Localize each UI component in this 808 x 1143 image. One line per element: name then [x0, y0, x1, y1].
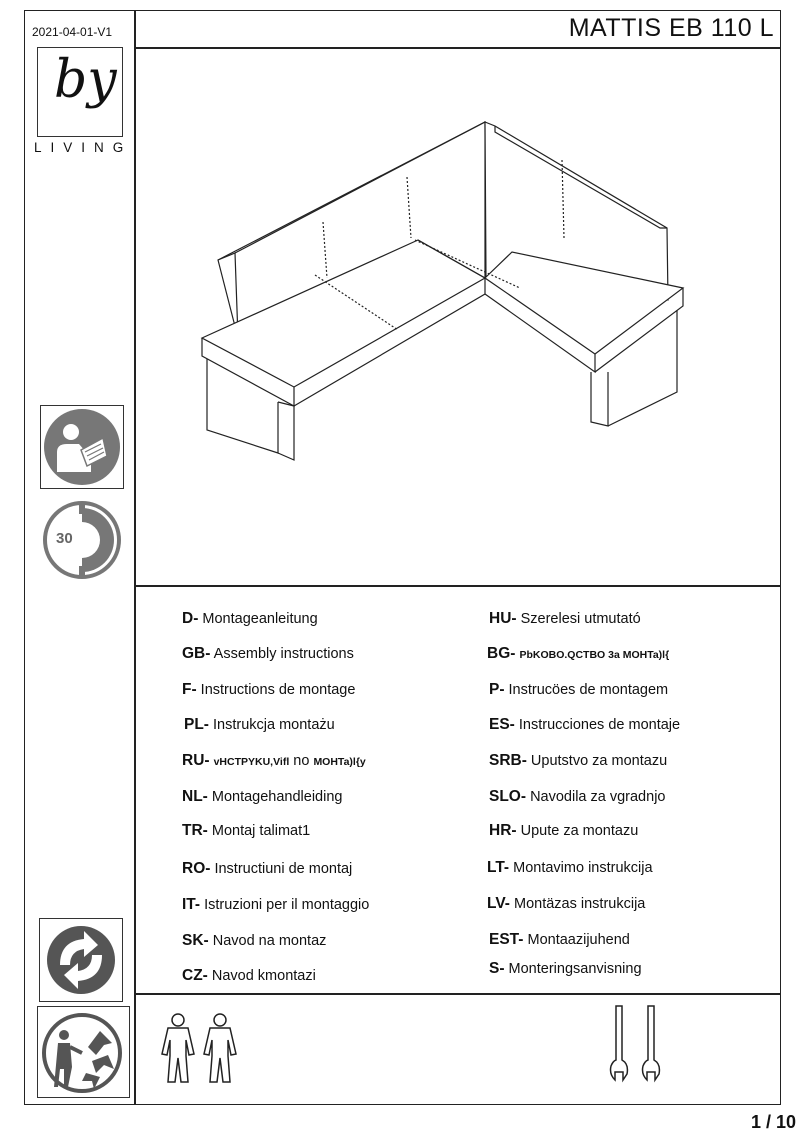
language-text: Montavimo instrukcija — [513, 860, 653, 876]
time-value: 30 — [56, 530, 73, 547]
language-item — [182, 822, 310, 840]
language-code: SLO- — [489, 788, 527, 805]
language-text: Instrucöes de montagem — [508, 682, 669, 698]
language-item — [182, 610, 318, 628]
page-number: 1 / 10 — [750, 1112, 796, 1132]
product-title: MATTIS EB 110 L — [568, 14, 774, 42]
language-text: Montäzas instrukcija — [514, 896, 646, 912]
language-item — [182, 896, 369, 914]
language-text: Uputstvo za montazu — [530, 753, 668, 769]
language-item — [489, 681, 668, 699]
language-item — [489, 716, 680, 734]
language-text: Upute za montazu — [520, 823, 639, 839]
language-code: SRB- — [489, 752, 527, 769]
language-text: Instructiuni de montaj — [214, 861, 353, 877]
image-divider — [134, 585, 781, 587]
language-text: Assembly instructions — [213, 646, 354, 662]
language-text: Istruzioni per il montaggio — [204, 897, 370, 913]
language-code: F- — [182, 681, 197, 698]
language-code: D- — [182, 610, 199, 627]
language-code: NL- — [182, 788, 208, 805]
version-date: 2021-04-01-V1 — [32, 25, 113, 39]
language-code: EST- — [489, 931, 524, 948]
language-item — [489, 752, 667, 770]
language-text-cyrillic: PbKOBO.QCTBO 3a MOHTa)l{ — [519, 649, 670, 661]
language-item — [182, 967, 316, 985]
language-item — [182, 645, 354, 663]
language-item — [489, 931, 630, 949]
language-text: Navod na montaz — [212, 933, 327, 949]
language-text: Instrucciones de montaje — [518, 717, 681, 733]
read-manual-icon — [40, 405, 124, 489]
language-code: S- — [489, 960, 505, 977]
language-item — [487, 895, 645, 913]
language-code: HU- — [489, 610, 517, 627]
wrench-icon — [607, 1004, 667, 1084]
language-item — [489, 610, 641, 628]
language-item — [489, 822, 638, 840]
language-text: Montageanleitung — [202, 611, 318, 627]
green-dot-icon — [39, 918, 123, 1002]
language-text: Montaj talimat1 — [211, 823, 311, 839]
language-code: HR- — [489, 822, 517, 839]
language-item — [182, 788, 342, 806]
language-text: Instructions de montage — [200, 682, 356, 698]
language-code: ES- — [489, 716, 515, 733]
language-text-cyrillic: vHCTPYKU,Vifl — [213, 756, 290, 768]
language-text: no — [289, 753, 314, 769]
language-text: Navod kmontazi — [211, 968, 316, 984]
language-code: BG- — [487, 645, 516, 662]
header-divider — [134, 47, 781, 49]
brand-logo — [37, 47, 123, 137]
language-item — [489, 788, 665, 806]
language-code: GB- — [182, 645, 211, 662]
language-item — [182, 681, 355, 699]
languages-divider — [134, 993, 781, 995]
language-item — [182, 752, 366, 770]
assembly-time-icon — [40, 500, 124, 582]
language-item — [487, 859, 653, 877]
corner-bench-illustration — [190, 110, 700, 475]
language-code: TR- — [182, 822, 208, 839]
two-person-icon — [156, 1012, 244, 1084]
language-item — [489, 960, 642, 978]
language-text: Instrukcja montażu — [213, 717, 335, 733]
language-item — [487, 645, 669, 663]
language-code: P- — [489, 681, 505, 698]
language-text: Montagehandleiding — [211, 789, 343, 805]
language-code: PL- — [184, 716, 209, 733]
language-text: Navodila za vgradnjo — [530, 789, 666, 805]
language-item — [184, 716, 335, 734]
language-text: Montaazijuhend — [527, 932, 630, 948]
language-code: SK- — [182, 932, 209, 949]
sidebar-divider — [134, 10, 136, 1105]
language-code: IT- — [182, 896, 201, 913]
logo-brand-text: LIVING — [34, 140, 133, 155]
language-item — [182, 860, 352, 878]
language-item — [182, 932, 326, 950]
language-code: RO- — [182, 860, 211, 877]
recycling-disposal-icon — [37, 1006, 130, 1098]
language-code: CZ- — [182, 967, 208, 984]
language-code: LV- — [487, 895, 510, 912]
language-code: RU- — [182, 752, 210, 769]
language-code: LT- — [487, 859, 510, 876]
logo-mark: by — [54, 50, 117, 110]
language-text: Szerelesi utmutató — [520, 611, 641, 627]
language-text-cyrillic: MOHTa)l{y — [313, 756, 366, 768]
language-text: Monteringsanvisning — [508, 961, 642, 977]
